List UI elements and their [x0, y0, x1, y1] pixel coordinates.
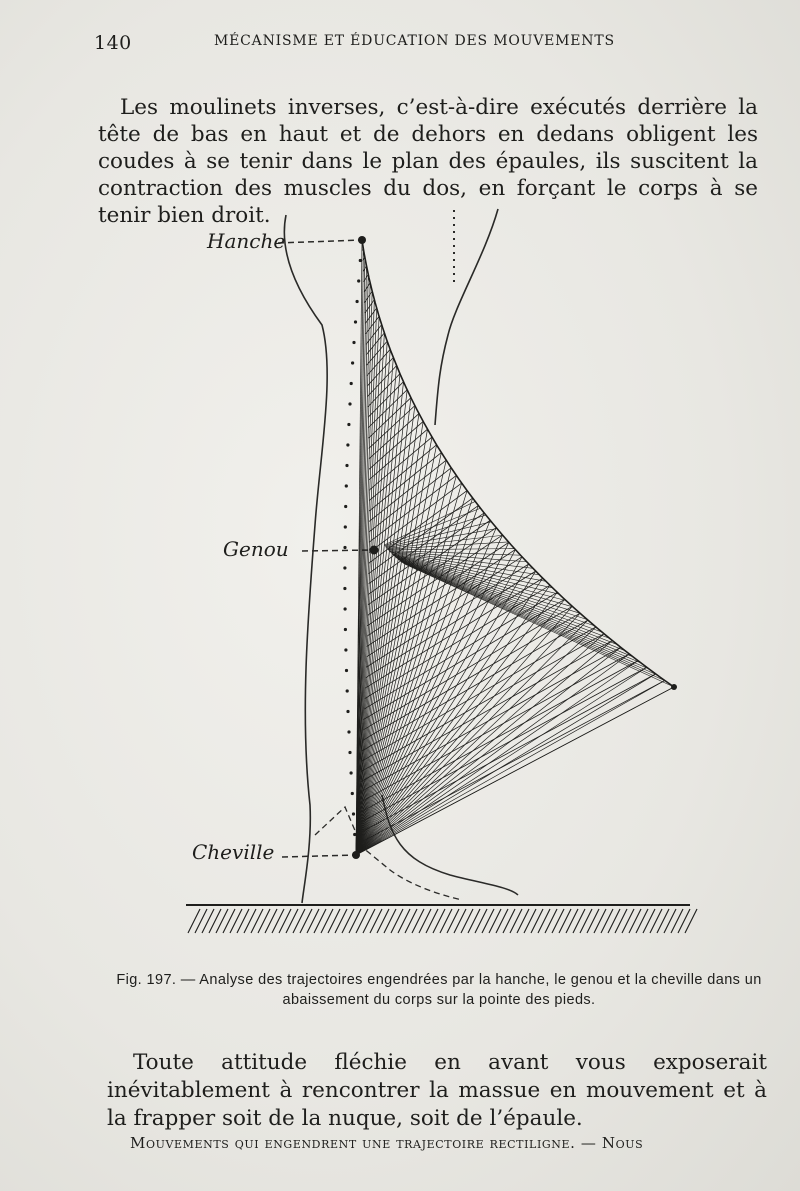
trajectory-dot: [353, 833, 356, 836]
hatch-stroke: [573, 909, 585, 933]
hatch-stroke: [671, 909, 683, 933]
trajectory-line: [364, 599, 565, 719]
hatch-stroke: [636, 909, 648, 933]
leg-back-outline: [284, 215, 327, 903]
trajectory-dot: [343, 546, 346, 549]
hatch-stroke: [384, 909, 396, 933]
hatch-stroke: [258, 909, 270, 933]
trajectory-line: [356, 687, 674, 855]
ankle-point: [352, 851, 360, 859]
trajectory-dot: [345, 464, 348, 467]
page-number: 140: [94, 32, 132, 54]
hatch-stroke: [188, 909, 200, 933]
trajectory-diagram: [150, 195, 710, 945]
trajectory-dot: [344, 525, 347, 528]
trajectory-dot: [351, 361, 354, 364]
trajectory-line: [358, 667, 647, 823]
hatch-stroke: [321, 909, 333, 933]
hatch-stroke: [265, 909, 277, 933]
hatch-stroke: [328, 909, 340, 933]
hatch-stroke: [496, 909, 508, 933]
hip-leader: [278, 240, 362, 243]
trajectory-line: [357, 680, 665, 844]
leg-front-outline: [435, 209, 498, 425]
trajectory-line: [369, 406, 415, 449]
hatch-stroke: [209, 909, 221, 933]
hatch-stroke: [559, 909, 571, 933]
hatch-stroke: [223, 909, 235, 933]
trajectory-line: [356, 674, 656, 855]
knee-point: [370, 546, 379, 555]
envelope-curve: [362, 240, 674, 687]
hatch-stroke: [657, 909, 669, 933]
figure-caption: Fig. 197. — Analyse des trajectoires engendrées par la hanche, le genou et la cheville dans un abaissement du corps sur la pointe des pieds.: [116, 971, 762, 1008]
hatch-stroke: [475, 909, 487, 933]
hatch-stroke: [398, 909, 410, 933]
trajectory-line: [361, 634, 604, 772]
trajectory-dot: [357, 279, 360, 282]
trajectory-line: [404, 564, 674, 687]
trajectory-line: [356, 613, 580, 855]
hatch-stroke: [363, 909, 375, 933]
trajectory-line: [366, 316, 379, 333]
trajectory-lines: [343, 238, 674, 856]
trajectory-line: [387, 542, 508, 549]
label-knee: Genou: [223, 537, 289, 561]
paragraph-1: Les moulinets inverses, c’est-à-dire exécutés derrière la tête de bas en haut et de dehors en dedans obligent les coudes à se tenir dans le plan des épaules, ils suscitent la contraction des muscles du dos, en forçant le corps à se tenir bien droit.: [98, 94, 758, 228]
hatch-stroke: [461, 909, 473, 933]
hatch-stroke: [230, 909, 242, 933]
trajectory-line: [364, 283, 370, 292]
hatch-stroke: [202, 909, 214, 933]
hatch-stroke: [531, 909, 543, 933]
hatch-stroke: [517, 909, 529, 933]
hatch-stroke: [314, 909, 326, 933]
hatch-stroke: [587, 909, 599, 933]
hatch-stroke: [622, 909, 634, 933]
running-title: MÉCANISME ET ÉDUCATION DES MOUVEMENTS: [214, 33, 615, 49]
hatch-stroke: [566, 909, 578, 933]
hatch-stroke: [237, 909, 249, 933]
trajectory-dot: [352, 341, 355, 344]
hatch-stroke: [412, 909, 424, 933]
hatch-stroke: [307, 909, 319, 933]
label-ankle: Cheville: [192, 840, 275, 864]
trajectory-line: [399, 560, 625, 651]
trajectory-line: [385, 515, 486, 546]
hatch-stroke: [489, 909, 501, 933]
trajectory-dot: [344, 628, 347, 631]
hatch-stroke: [601, 909, 613, 933]
hatch-stroke: [286, 909, 298, 933]
running-head: [64, 30, 764, 56]
ground-hatching: [188, 909, 697, 933]
trajectory-line: [365, 578, 543, 688]
hatch-stroke: [426, 909, 438, 933]
trajectory-dot: [352, 812, 355, 815]
trajectory-dot: [346, 689, 349, 692]
hatch-stroke: [391, 909, 403, 933]
trajectory-dot: [344, 607, 347, 610]
trajectory-line: [356, 654, 629, 855]
hatch-stroke: [545, 909, 557, 933]
hatch-stroke: [510, 909, 522, 933]
hatch-stroke: [216, 909, 228, 933]
trajectory-dot: [351, 792, 354, 795]
trajectory-line: [356, 542, 509, 855]
figure-197: [150, 195, 710, 945]
hatch-stroke: [440, 909, 452, 933]
hatch-stroke: [433, 909, 445, 933]
hatch-stroke: [629, 909, 641, 933]
trajectory-dot: [356, 300, 359, 303]
trajectory-dot: [345, 484, 348, 487]
hatch-stroke: [685, 909, 697, 933]
hatch-stroke: [405, 909, 417, 933]
section-heading: [130, 1134, 770, 1152]
trajectory-dot: [343, 566, 346, 569]
hatch-stroke: [419, 909, 431, 933]
paragraph-2: Toute attitude fléchie en avant vous exposerait inévitablement à rencontrer la massue en mouvement et à la frapper soit de la nuque, soit de l’épaule.: [107, 1049, 767, 1131]
hatch-stroke: [650, 909, 662, 933]
trajectory-dot: [346, 443, 349, 446]
hatch-stroke: [538, 909, 550, 933]
hatch-stroke: [251, 909, 263, 933]
hatch-stroke: [594, 909, 606, 933]
hatch-stroke: [447, 909, 459, 933]
trajectory-line: [398, 559, 610, 639]
hatch-stroke: [272, 909, 284, 933]
hatch-stroke: [342, 909, 354, 933]
hatch-stroke: [608, 909, 620, 933]
trajectory-line: [356, 667, 647, 855]
trajectory-dot: [347, 730, 350, 733]
trajectory-dot: [348, 402, 351, 405]
trajectory-line: [360, 647, 621, 792]
trajectory-line: [362, 620, 588, 751]
trajectory-line: [356, 661, 638, 855]
hatch-stroke: [195, 909, 207, 933]
hatch-stroke: [552, 909, 564, 933]
trajectory-dot: [347, 423, 350, 426]
trajectory-dot: [350, 382, 353, 385]
hatch-stroke: [524, 909, 536, 933]
hatch-stroke: [643, 909, 655, 933]
trajectory-dot: [343, 587, 346, 590]
hatch-stroke: [349, 909, 361, 933]
hatch-stroke: [300, 909, 312, 933]
trajectory-line: [400, 561, 633, 657]
hatch-stroke: [279, 909, 291, 933]
trajectory-line: [356, 620, 588, 855]
trajectory-dot: [346, 710, 349, 713]
label-hip: Hanche: [207, 229, 286, 253]
hatch-stroke: [615, 909, 627, 933]
trajectory-dot: [348, 751, 351, 754]
hatch-stroke: [664, 909, 676, 933]
hatch-stroke: [370, 909, 382, 933]
trajectory-dot: [350, 771, 353, 774]
trajectory-dot: [354, 320, 357, 323]
hatch-stroke: [335, 909, 347, 933]
trajectory-dot: [344, 505, 347, 508]
trajectory-line: [366, 325, 382, 345]
trajectory-dot: [345, 669, 348, 672]
hatch-stroke: [580, 909, 592, 933]
section-heading-dash: — Nous: [580, 1134, 644, 1152]
hatch-stroke: [482, 909, 494, 933]
hip-point: [358, 236, 366, 244]
trajectory-dot: [344, 648, 347, 651]
trajectory-line: [398, 559, 617, 644]
hatch-stroke: [293, 909, 305, 933]
hatch-stroke: [454, 909, 466, 933]
trajectory-line: [367, 357, 393, 385]
hatch-stroke: [377, 909, 389, 933]
trajectory-dot: [359, 259, 362, 262]
hatch-stroke: [468, 909, 480, 933]
trajectory-line: [403, 563, 665, 681]
trajectory-line: [368, 390, 407, 428]
ankle-leader: [282, 855, 356, 857]
section-heading-title: Mouvements qui engendrent une trajectoire rectiligne.: [130, 1134, 576, 1152]
tip-point: [671, 684, 677, 690]
hatch-stroke: [356, 909, 368, 933]
hatch-stroke: [678, 909, 690, 933]
hatch-stroke: [503, 909, 515, 933]
hatch-stroke: [244, 909, 256, 933]
